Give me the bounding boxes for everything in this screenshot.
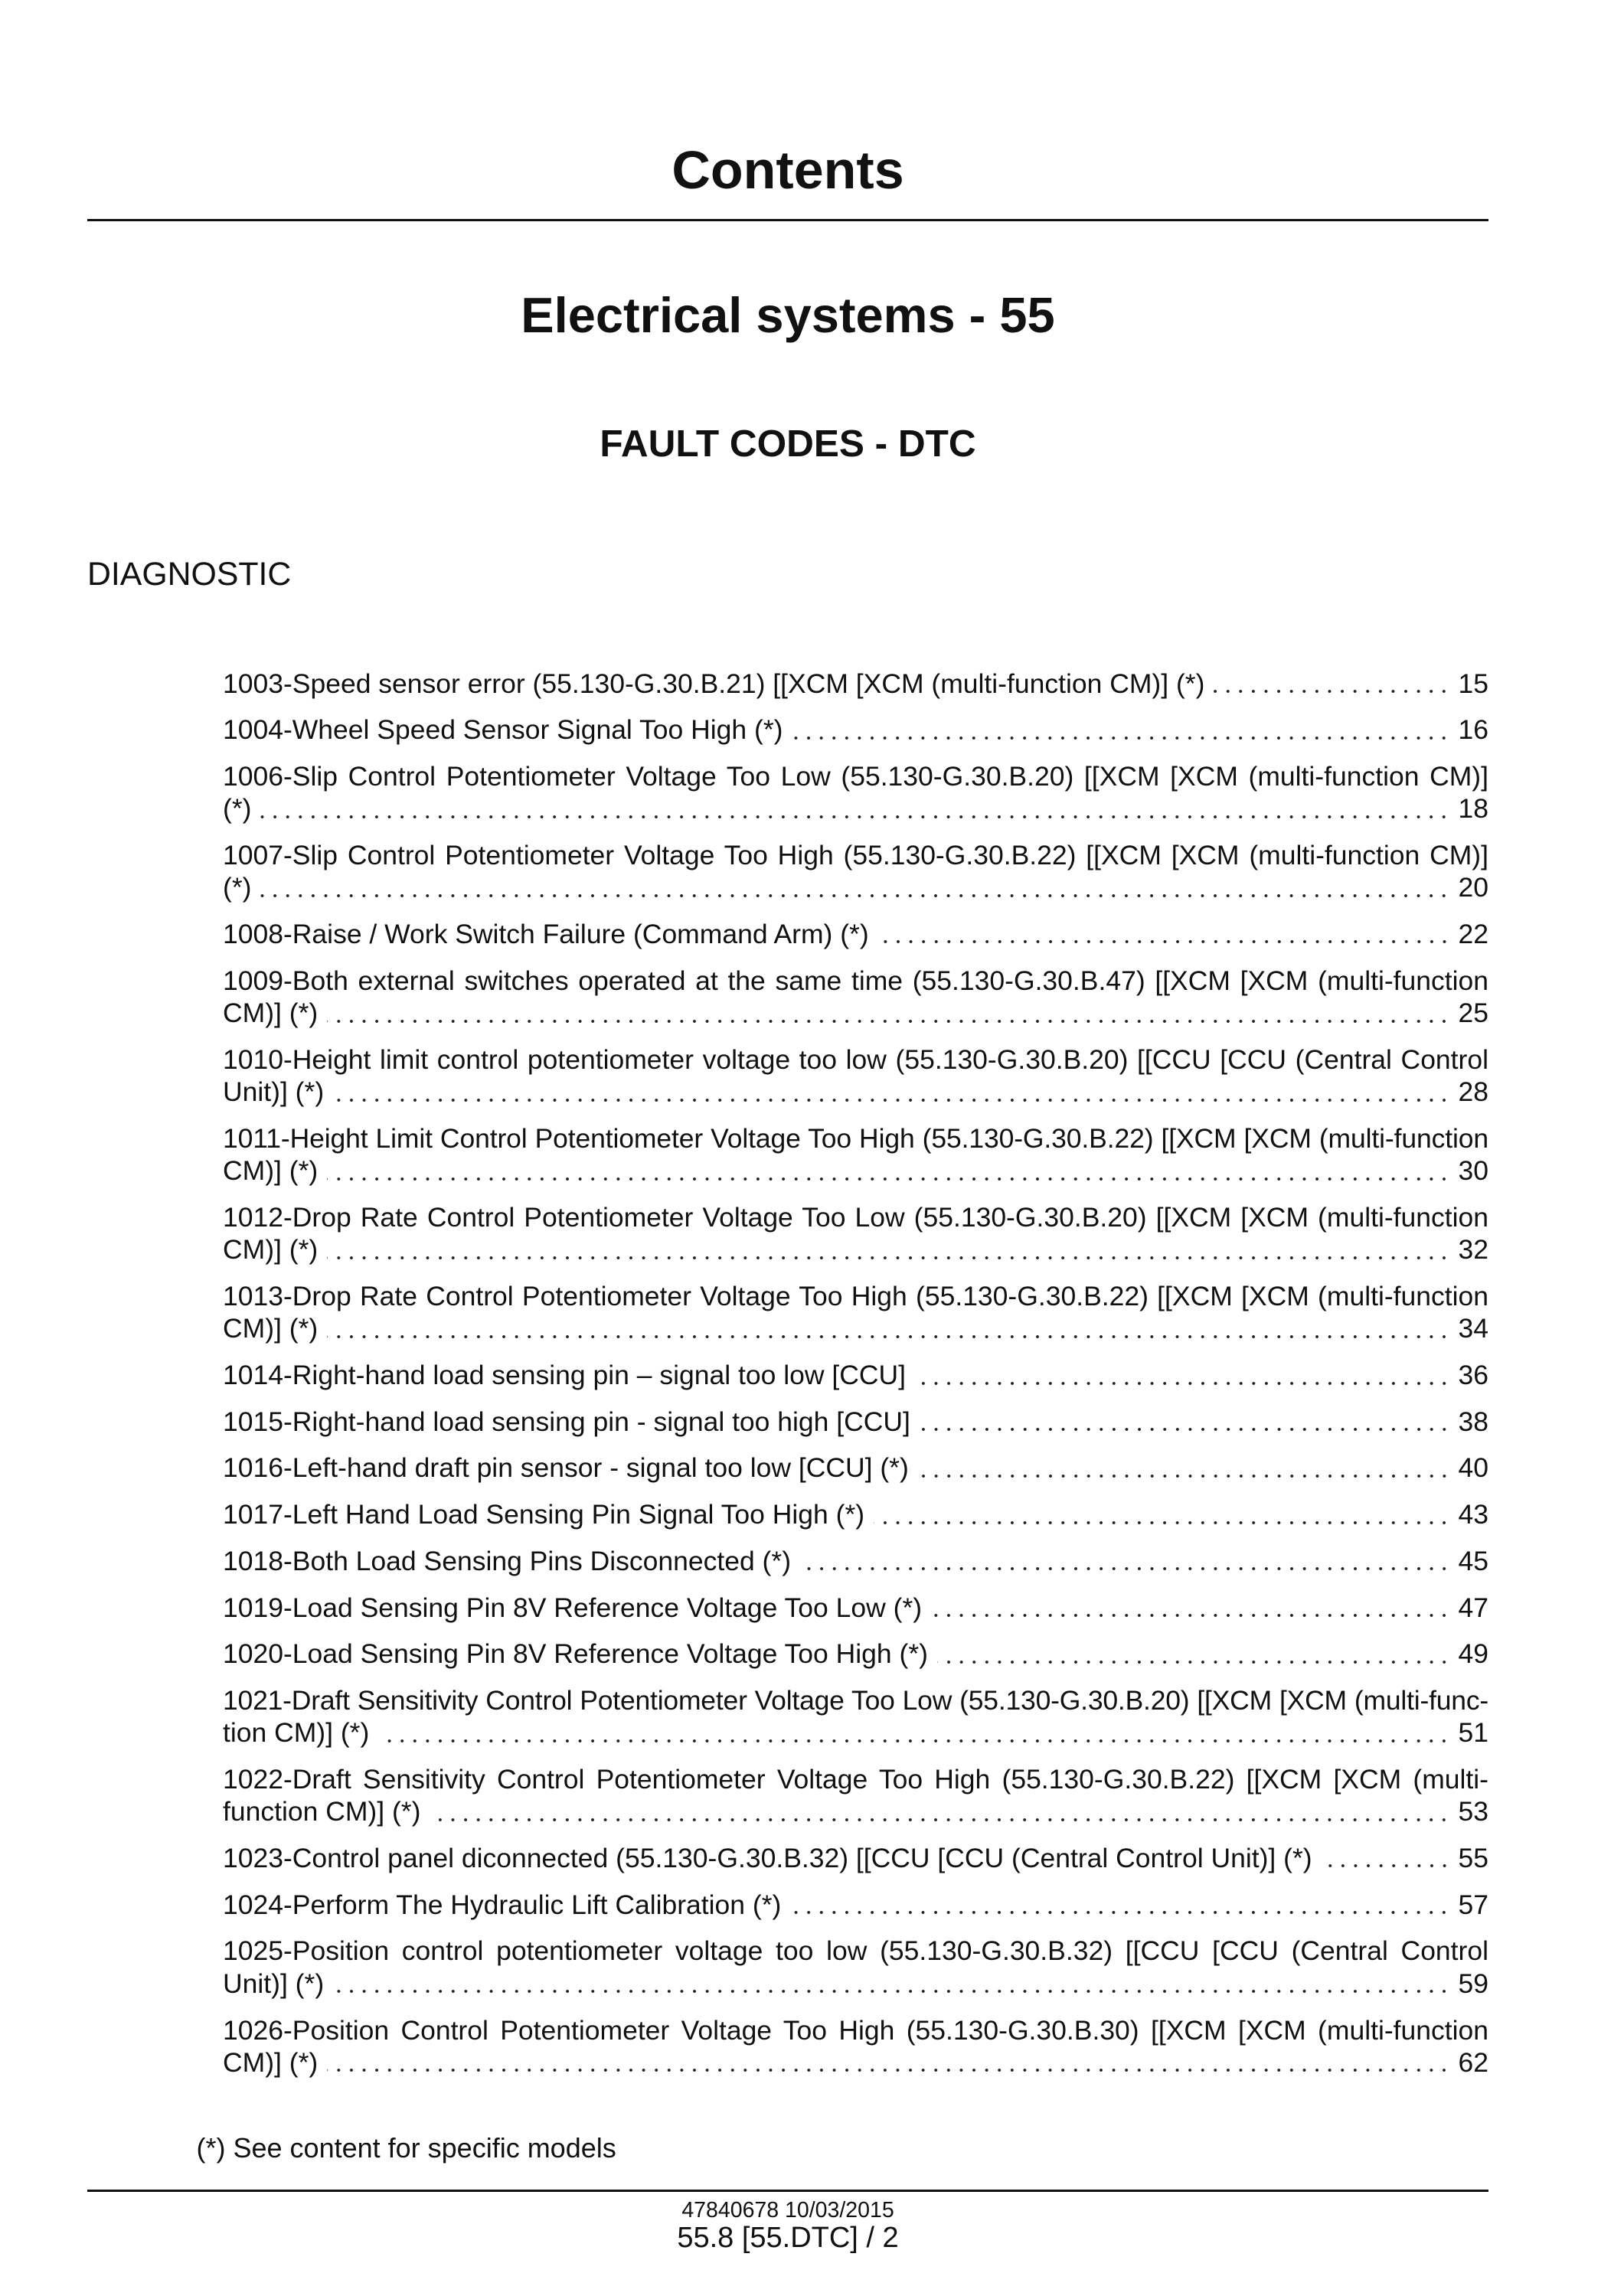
dot-leader bbox=[920, 1406, 1451, 1438]
toc-entry-text: 1007-Slip Control Potentiometer Voltage Too High (55.130-G.30.B.22) [[XCM [XCM (multi-function CM)] bbox=[223, 839, 1488, 870]
toc-entry[interactable] bbox=[223, 1638, 1488, 1670]
toc-entry[interactable] bbox=[223, 918, 1488, 950]
toc-entry-last-line bbox=[223, 1498, 1488, 1530]
group-heading: DIAGNOSTIC bbox=[87, 556, 292, 593]
toc-entry[interactable] bbox=[223, 1359, 1488, 1391]
toc-entry-last-line bbox=[223, 2046, 1488, 2079]
toc-entry[interactable] bbox=[223, 1935, 1488, 2000]
toc-entry-text: 1003-Speed sensor error (55.130-G.30.B.21) [[XCM [XCM (multi-function CM)] (*) bbox=[223, 668, 1205, 699]
toc-entry-page: 53 bbox=[1458, 1796, 1488, 1827]
toc-entry-line bbox=[223, 1763, 1488, 1795]
dot-leader bbox=[327, 1312, 1450, 1344]
toc-entry-line bbox=[223, 1684, 1488, 1716]
toc-entry-text: function CM)] (*) bbox=[223, 1796, 421, 1827]
toc-entry-page: 18 bbox=[1458, 793, 1488, 825]
toc-entry-text: Unit)] (*) bbox=[223, 1968, 325, 1999]
toc-entry-line bbox=[223, 1122, 1488, 1155]
toc-entry-text: 1004-Wheel Speed Sensor Signal Too High (*) bbox=[223, 714, 783, 746]
toc-entry[interactable] bbox=[223, 1043, 1488, 1109]
toc-entry-last-line bbox=[223, 1359, 1488, 1391]
toc-entry-text: 1006-Slip Control Potentiometer Voltage Too Low (55.130-G.30.B.20) [[XCM [XCM (multi-function CM)] bbox=[223, 760, 1488, 792]
toc-entry-text: CM)] (*) bbox=[223, 1234, 319, 1266]
toc-entry[interactable] bbox=[223, 1406, 1488, 1438]
toc-entry-last-line bbox=[223, 1889, 1488, 1921]
dot-leader bbox=[915, 1359, 1451, 1391]
toc-entry[interactable] bbox=[223, 1763, 1488, 1828]
toc-entry-last-line bbox=[223, 1155, 1488, 1187]
toc-entry-page: 36 bbox=[1458, 1360, 1488, 1391]
toc-entry-text: 1021-Draft Sensitivity Control Potentiometer Voltage Too Low (55.130-G.30.B.20) [[XCM [XCM (multi-func- bbox=[223, 1684, 1488, 1716]
toc-entry-text: 1024-Perform The Hydraulic Lift Calibration (*) bbox=[223, 1889, 782, 1920]
toc-entry[interactable] bbox=[223, 1889, 1488, 1921]
dot-leader bbox=[327, 997, 1450, 1029]
toc-entry[interactable] bbox=[223, 1842, 1488, 1874]
title-rule bbox=[87, 219, 1488, 222]
toc-entry-text: 1026-Position Control Potentiometer Voltage Too High (55.130-G.30.B.30) [[XCM [XCM (multi-function bbox=[223, 2014, 1488, 2046]
toc-entry-page: 34 bbox=[1458, 1313, 1488, 1344]
toc-entry-text: 1022-Draft Sensitivity Control Potentiometer Voltage Too High (55.130-G.30.B.22) [[XCM [XCM (multi- bbox=[223, 1764, 1488, 1795]
toc-entry-last-line bbox=[223, 792, 1488, 825]
toc-entry-text: 1020-Load Sensing Pin 8V Reference Voltage Too High (*) bbox=[223, 1638, 928, 1670]
toc-entry-line bbox=[223, 1043, 1488, 1076]
document-id: 47840678 10/03/2015 bbox=[681, 2197, 894, 2223]
toc-entry-line bbox=[223, 760, 1488, 792]
toc-entry-page: 20 bbox=[1458, 872, 1488, 903]
toc-entry-last-line bbox=[223, 1842, 1488, 1874]
toc-entry-text: 1010-Height limit control potentiometer voltage too low (55.130-G.30.B.20) [[CCU [CCU (Central Control bbox=[223, 1043, 1488, 1075]
page-reference: 55.8 [55.DTC] / 2 bbox=[677, 2222, 899, 2254]
dot-leader bbox=[333, 1968, 1450, 2000]
section-subtitle: FAULT CODES - DTC bbox=[600, 423, 976, 465]
dot-leader bbox=[1322, 1842, 1451, 1874]
toc-entry-last-line bbox=[223, 1968, 1488, 2000]
toc-entry-line bbox=[223, 1201, 1488, 1233]
dot-leader bbox=[878, 918, 1451, 950]
toc-entry-text: CM)] (*) bbox=[223, 2046, 319, 2078]
toc-entry-page: 47 bbox=[1458, 1592, 1488, 1623]
toc-entry-text: Unit)] (*) bbox=[223, 1076, 325, 1108]
toc-entry-last-line bbox=[223, 1795, 1488, 1827]
toc-entry-line bbox=[223, 839, 1488, 871]
toc-entry-page: 30 bbox=[1458, 1155, 1488, 1187]
toc-entry-page: 16 bbox=[1458, 714, 1488, 746]
toc-entry-last-line bbox=[223, 1716, 1488, 1749]
footer-rule bbox=[87, 2190, 1488, 2193]
toc-list bbox=[223, 668, 1488, 2093]
dot-leader bbox=[327, 1233, 1450, 1266]
toc-entry[interactable] bbox=[223, 839, 1488, 904]
toc-entry[interactable] bbox=[223, 1592, 1488, 1624]
dot-leader bbox=[333, 1076, 1450, 1108]
dot-leader bbox=[378, 1716, 1450, 1749]
section-title: Electrical systems - 55 bbox=[521, 287, 1055, 343]
toc-entry-last-line bbox=[223, 1233, 1488, 1266]
toc-entry-line bbox=[223, 1280, 1488, 1312]
toc-entry-last-line bbox=[223, 1545, 1488, 1577]
toc-entry-text: CM)] (*) bbox=[223, 1155, 319, 1187]
toc-entry-line bbox=[223, 965, 1488, 997]
toc-entry[interactable] bbox=[223, 1498, 1488, 1530]
toc-entry-text: 1013-Drop Rate Control Potentiometer Voltage Too High (55.130-G.30.B.22) [[XCM [XCM (multi-function bbox=[223, 1281, 1488, 1312]
toc-entry-line bbox=[223, 2014, 1488, 2046]
toc-entry-last-line bbox=[223, 1406, 1488, 1438]
dot-leader bbox=[327, 1155, 1450, 1187]
dot-leader bbox=[790, 1889, 1450, 1921]
toc-entry-last-line bbox=[223, 668, 1488, 700]
toc-entry-text: 1023-Control panel diconnected (55.130-G.30.B.32) [[CCU [CCU (Central Control Unit)] (*) bbox=[223, 1843, 1312, 1874]
toc-entry[interactable] bbox=[223, 714, 1488, 746]
dot-leader bbox=[931, 1592, 1450, 1624]
toc-entry-last-line bbox=[223, 1638, 1488, 1670]
toc-entry-last-line bbox=[223, 1452, 1488, 1484]
toc-entry-text: 1008-Raise / Work Switch Failure (Command Arm) (*) bbox=[223, 919, 869, 950]
toc-entry[interactable] bbox=[223, 1122, 1488, 1187]
toc-entry[interactable] bbox=[223, 2014, 1488, 2079]
toc-entry-page: 28 bbox=[1458, 1076, 1488, 1108]
toc-entry[interactable] bbox=[223, 1201, 1488, 1266]
dot-leader bbox=[800, 1545, 1450, 1577]
dot-leader bbox=[260, 871, 1450, 903]
toc-entry-text: 1019-Load Sensing Pin 8V Reference Voltage Too Low (*) bbox=[223, 1592, 923, 1623]
toc-entry-last-line bbox=[223, 1076, 1488, 1108]
toc-entry-page: 22 bbox=[1458, 919, 1488, 950]
toc-entry-page: 49 bbox=[1458, 1638, 1488, 1670]
toc-entry[interactable] bbox=[223, 1280, 1488, 1345]
footnote: (*) See content for specific models bbox=[196, 2131, 616, 2164]
toc-entry[interactable] bbox=[223, 1684, 1488, 1749]
dot-leader bbox=[792, 714, 1450, 746]
toc-entry-page: 55 bbox=[1458, 1843, 1488, 1874]
dot-leader bbox=[260, 792, 1450, 825]
toc-entry-last-line bbox=[223, 1592, 1488, 1624]
toc-entry-text: 1014-Right-hand load sensing pin – signal too low [CCU] bbox=[223, 1360, 906, 1391]
toc-entry-last-line bbox=[223, 997, 1488, 1029]
toc-entry-page: 59 bbox=[1458, 1968, 1488, 1999]
dot-leader bbox=[874, 1498, 1450, 1530]
toc-entry-text: 1017-Left Hand Load Sensing Pin Signal Too High (*) bbox=[223, 1499, 865, 1530]
toc-entry-text: 1012-Drop Rate Control Potentiometer Voltage Too Low (55.130-G.30.B.20) [[XCM [XCM (multi-function bbox=[223, 1201, 1488, 1233]
toc-entry-page: 25 bbox=[1458, 998, 1488, 1029]
toc-entry-page: 40 bbox=[1458, 1452, 1488, 1484]
toc-entry-text: 1015-Right-hand load sensing pin - signal too high [CCU] bbox=[223, 1406, 910, 1437]
dot-leader bbox=[937, 1638, 1451, 1670]
toc-entry-text: tion CM)] (*) bbox=[223, 1717, 370, 1749]
toc-entry-text: 1025-Position control potentiometer voltage too low (55.130-G.30.B.32) [[CCU [CCU (Central Control bbox=[223, 1935, 1488, 1967]
toc-entry-last-line bbox=[223, 871, 1488, 903]
toc-entry[interactable] bbox=[223, 965, 1488, 1030]
dot-leader bbox=[918, 1452, 1451, 1484]
toc-entry-last-line bbox=[223, 1312, 1488, 1344]
toc-entry[interactable] bbox=[223, 1452, 1488, 1484]
toc-entry-text: (*) bbox=[223, 872, 252, 903]
contents-title: Contents bbox=[671, 140, 904, 200]
toc-entry-last-line bbox=[223, 714, 1488, 746]
dot-leader bbox=[1214, 668, 1450, 700]
toc-entry-text: 1018-Both Load Sensing Pins Disconnected (*) bbox=[223, 1545, 792, 1576]
toc-entry-text: (*) bbox=[223, 793, 252, 825]
toc-entry-page: 51 bbox=[1458, 1717, 1488, 1749]
toc-entry-page: 43 bbox=[1458, 1499, 1488, 1530]
toc-entry-text: 1011-Height Limit Control Potentiometer Voltage Too High (55.130-G.30.B.22) [[XCM [XCM (multi-function bbox=[223, 1122, 1488, 1154]
toc-entry[interactable] bbox=[223, 1545, 1488, 1577]
toc-entry-page: 45 bbox=[1458, 1545, 1488, 1576]
toc-entry-page: 15 bbox=[1458, 668, 1488, 699]
toc-entry-page: 57 bbox=[1458, 1889, 1488, 1920]
dot-leader bbox=[430, 1795, 1450, 1827]
toc-entry-line bbox=[223, 1935, 1488, 1967]
toc-entry-page: 62 bbox=[1458, 2046, 1488, 2078]
toc-entry-page: 38 bbox=[1458, 1406, 1488, 1437]
toc-entry-text: 1016-Left-hand draft pin sensor - signal too low [CCU] (*) bbox=[223, 1452, 909, 1484]
toc-entry[interactable] bbox=[223, 668, 1488, 700]
toc-entry[interactable] bbox=[223, 760, 1488, 825]
dot-leader bbox=[327, 2046, 1450, 2079]
toc-entry-text: CM)] (*) bbox=[223, 1313, 319, 1344]
toc-entry-page: 32 bbox=[1458, 1234, 1488, 1266]
toc-entry-text: CM)] (*) bbox=[223, 998, 319, 1029]
toc-entry-text: 1009-Both external switches operated at the same time (55.130-G.30.B.47) [[XCM [XCM (multi-function bbox=[223, 965, 1488, 996]
toc-entry-last-line bbox=[223, 918, 1488, 950]
